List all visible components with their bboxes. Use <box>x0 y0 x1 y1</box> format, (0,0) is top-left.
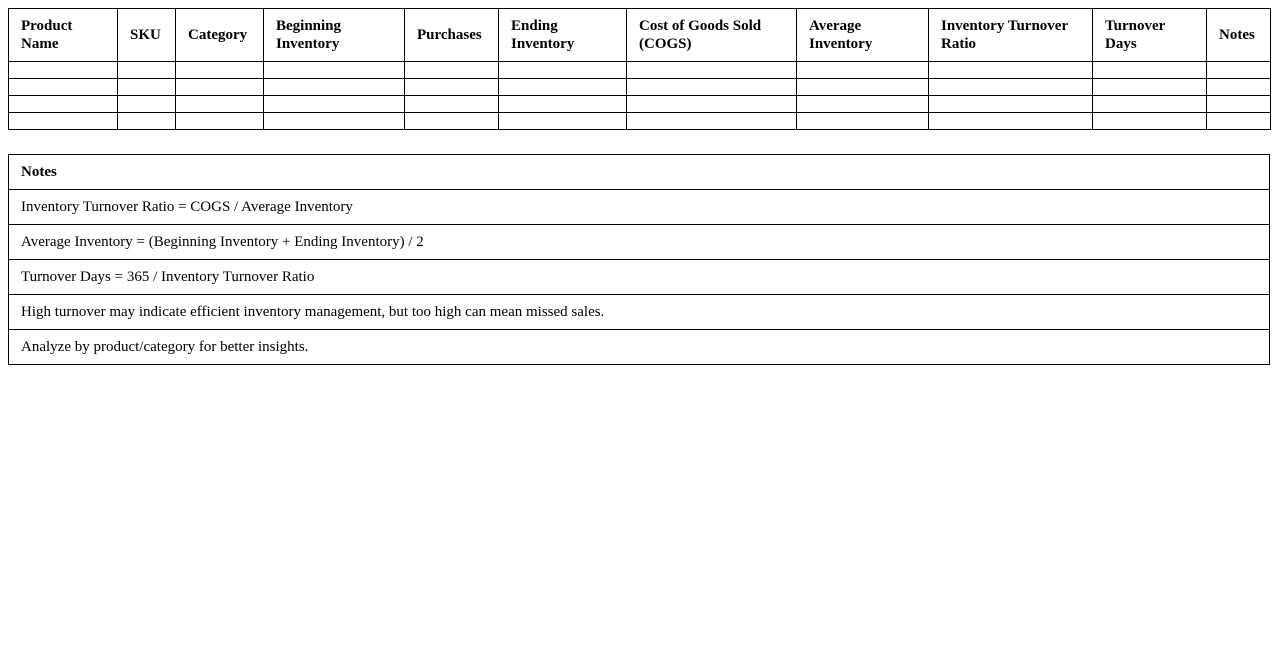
header-average-inventory: Average Inventory <box>797 9 929 62</box>
table-cell <box>797 96 929 113</box>
note-turnover-days-formula: Turnover Days = 365 / Inventory Turnover Ratio <box>9 260 1270 295</box>
table-cell <box>405 96 499 113</box>
table-cell <box>264 113 405 130</box>
table-cell <box>499 96 627 113</box>
table-cell <box>176 79 264 96</box>
note-average-inventory-formula: Average Inventory = (Beginning Inventory + Ending Inventory) / 2 <box>9 225 1270 260</box>
header-cogs: Cost of Goods Sold (COGS) <box>627 9 797 62</box>
table-cell <box>1093 96 1207 113</box>
table-cell <box>1093 79 1207 96</box>
header-category: Category <box>176 9 264 62</box>
table-cell <box>118 79 176 96</box>
table-cell <box>9 79 118 96</box>
table-cell <box>176 62 264 79</box>
table-cell <box>499 62 627 79</box>
note-turnover-ratio-formula: Inventory Turnover Ratio = COGS / Average Inventory <box>9 190 1270 225</box>
table-row <box>9 113 1271 130</box>
table-cell <box>627 79 797 96</box>
table-cell <box>264 96 405 113</box>
note-analyze-by-category: Analyze by product/category for better insights. <box>9 330 1270 365</box>
inventory-turnover-table <box>8 8 1271 130</box>
header-ending-inventory: Ending Inventory <box>499 9 627 62</box>
table-cell <box>1207 113 1271 130</box>
table-cell <box>118 113 176 130</box>
table-cell <box>1093 62 1207 79</box>
table-cell <box>9 96 118 113</box>
table-cell <box>929 96 1093 113</box>
header-turnover-ratio: Inventory Turnover Ratio <box>929 9 1093 62</box>
table-cell <box>797 113 929 130</box>
table-cell <box>176 113 264 130</box>
table-cell <box>797 62 929 79</box>
header-purchases: Purchases <box>405 9 499 62</box>
table-cell <box>405 113 499 130</box>
table-cell <box>499 79 627 96</box>
table-cell <box>929 79 1093 96</box>
table-cell <box>118 62 176 79</box>
table-cell <box>1207 79 1271 96</box>
list-item <box>9 330 1270 365</box>
notes-table <box>8 154 1270 365</box>
header-notes: Notes <box>1207 9 1271 62</box>
table-cell <box>405 62 499 79</box>
table-cell <box>929 62 1093 79</box>
list-item <box>9 295 1270 330</box>
header-beginning-inventory: Beginning Inventory <box>264 9 405 62</box>
table-row <box>9 62 1271 79</box>
table-cell <box>264 79 405 96</box>
note-high-turnover: High turnover may indicate efficient inventory management, but too high can mean missed sales. <box>9 295 1270 330</box>
header-turnover-days: Turnover Days <box>1093 9 1207 62</box>
table-cell <box>9 113 118 130</box>
table-cell <box>405 79 499 96</box>
table-cell <box>176 96 264 113</box>
table-row <box>9 96 1271 113</box>
table-cell <box>9 62 118 79</box>
notes-heading: Notes <box>9 155 1270 190</box>
table-cell <box>929 113 1093 130</box>
table-cell <box>627 62 797 79</box>
table-cell <box>1207 62 1271 79</box>
table-cell <box>118 96 176 113</box>
header-product-name: Product Name <box>9 9 118 62</box>
table-header-row <box>9 9 1271 62</box>
list-item <box>9 190 1270 225</box>
table-cell <box>1093 113 1207 130</box>
list-item <box>9 260 1270 295</box>
table-cell <box>627 113 797 130</box>
table-cell <box>1207 96 1271 113</box>
table-row <box>9 79 1271 96</box>
table-cell <box>797 79 929 96</box>
notes-header-row <box>9 155 1270 190</box>
table-cell <box>499 113 627 130</box>
list-item <box>9 225 1270 260</box>
table-cell <box>264 62 405 79</box>
table-cell <box>627 96 797 113</box>
header-sku: SKU <box>118 9 176 62</box>
